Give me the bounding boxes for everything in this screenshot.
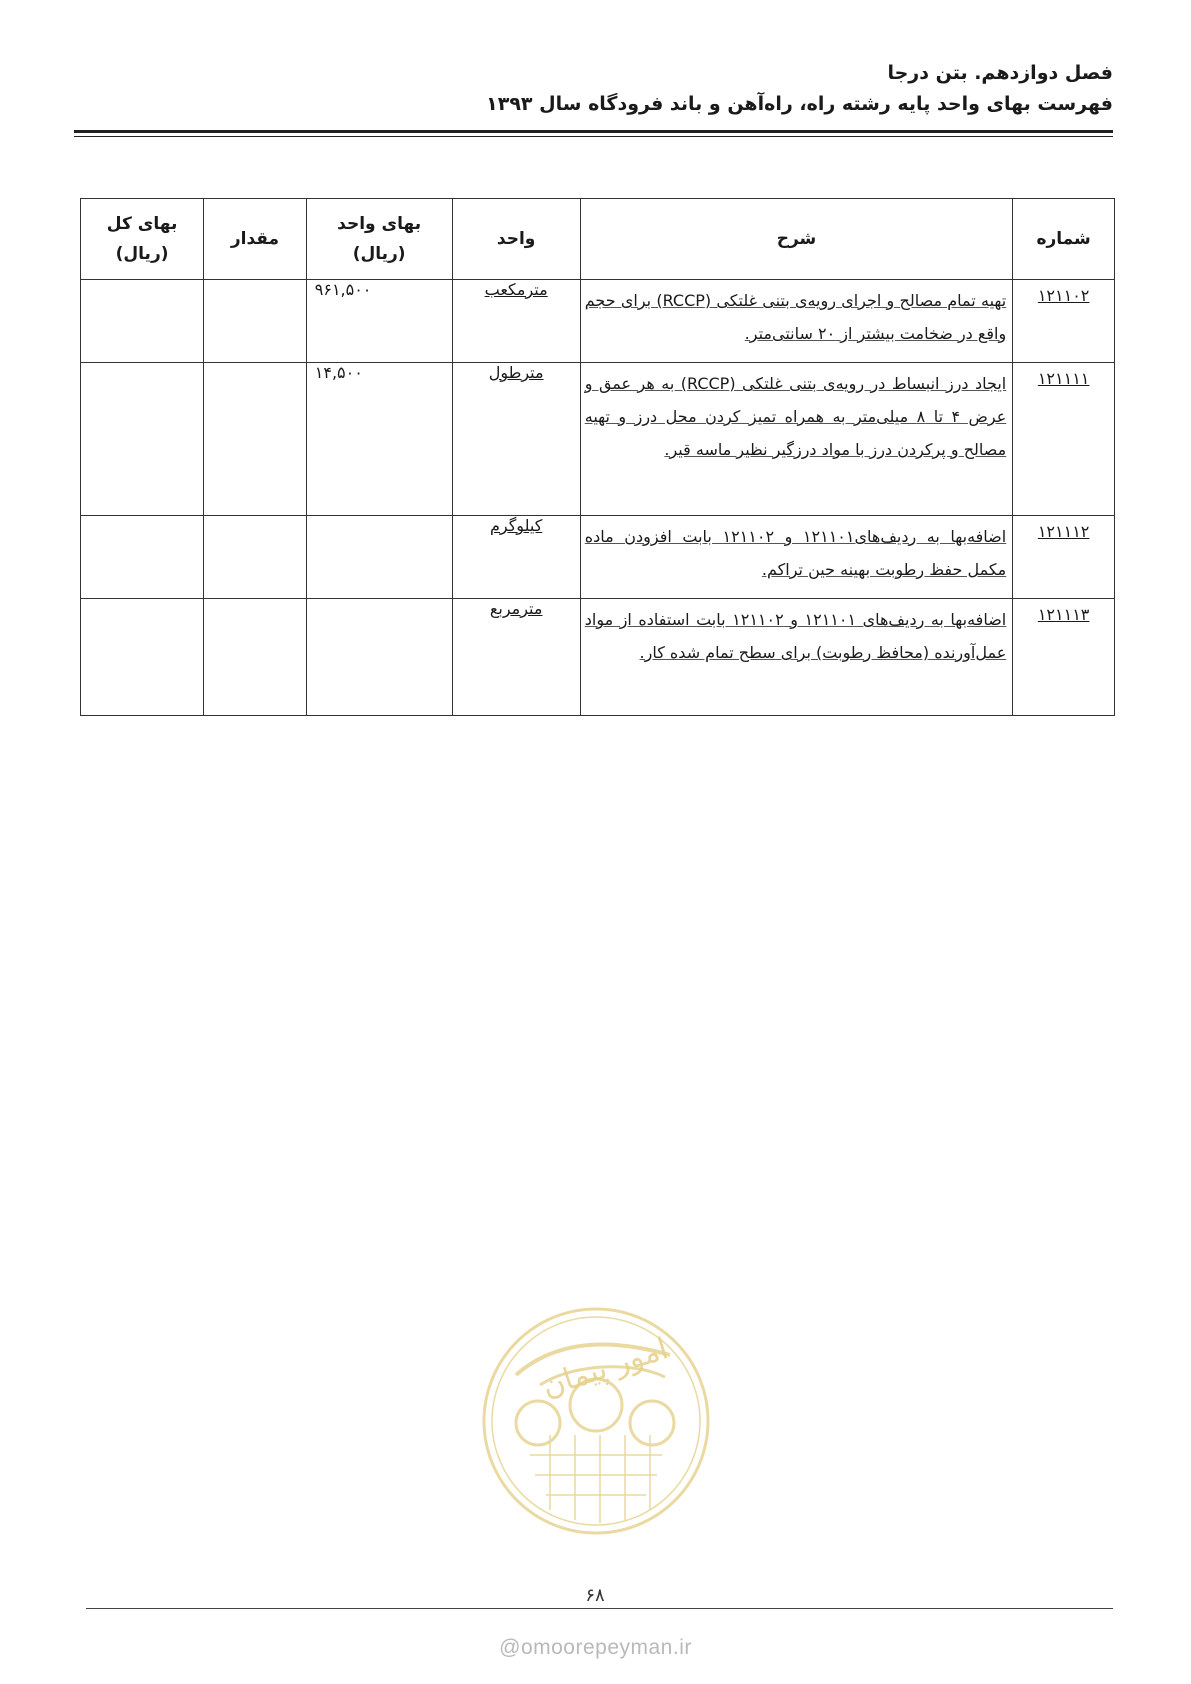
header-quantity: مقدار bbox=[204, 199, 307, 280]
row-description-cell bbox=[580, 599, 1012, 716]
header-total-price-label: بهای کل bbox=[106, 214, 178, 234]
row-description-cell bbox=[580, 516, 1012, 599]
header-rule-thin bbox=[74, 136, 1113, 137]
header-total-price-currency: (ریال) bbox=[115, 244, 169, 264]
document-subtitle: فهرست بهای واحد پایه رشته راه، راه‌آهن و باند فرودگاه سال ۱۳۹۳ bbox=[486, 93, 1113, 115]
row-total bbox=[81, 516, 204, 599]
row-description: ایجاد درز انبساط در رویه‌ی بتنی غلتکی (RCCP) به هر عمق و عرض ۴ تا ۸ میلی‌متر به همراه تمیز کردن محل درز و تهیه مصالح و پرکردن درز با مواد درزگیر نظیر ماسه قیر. bbox=[584, 374, 1007, 459]
row-unit: مترمکعب bbox=[484, 280, 548, 299]
seal-text: امور پیمان bbox=[537, 1331, 673, 1405]
page-number: ۶۸ bbox=[570, 1585, 620, 1606]
table-row bbox=[81, 363, 1115, 516]
table-row bbox=[81, 516, 1115, 599]
row-total bbox=[81, 363, 204, 516]
row-unit-price bbox=[306, 599, 452, 716]
row-number-cell bbox=[1013, 599, 1115, 716]
row-number-cell bbox=[1013, 280, 1115, 363]
row-number-cell bbox=[1013, 363, 1115, 516]
row-quantity bbox=[204, 516, 307, 599]
row-total bbox=[81, 280, 204, 363]
row-description: تهیه تمام مصالح و اجرای رویه‌ی بتنی غلتکی (RCCP) برای حجم واقع در ضخامت بیشتر از ۲۰ سانتی‌متر. bbox=[584, 291, 1007, 343]
table-row bbox=[81, 280, 1115, 363]
row-unit-cell bbox=[452, 599, 580, 716]
row-description: اضافه‌بها به ردیف‌های۱۲۱۱۰۱ و ۱۲۱۱۰۲ بابت افزودن ماده مکمل حفظ رطوبت بهینه حین تراکم. bbox=[584, 527, 1007, 579]
row-number: ۱۲۱۱۱۲ bbox=[1037, 522, 1090, 541]
site-watermark: @omoorepeyman.ir bbox=[499, 1636, 692, 1659]
row-number: ۱۲۱۱۱۳ bbox=[1037, 605, 1090, 624]
chapter-title: فصل دوازدهم. بتن درجا bbox=[887, 62, 1113, 84]
row-unit: کیلوگرم bbox=[489, 516, 543, 535]
row-description: اضافه‌بها به ردیف‌های ۱۲۱۱۰۱ و ۱۲۱۱۰۲ بابت استفاده از مواد عمل‌آورنده (محافظ رطوبت) برای سطح تمام شده کار. bbox=[584, 610, 1007, 662]
omoorepeyman-seal-logo bbox=[480, 1305, 712, 1537]
row-unit-price: ۱۴,۵۰۰ bbox=[306, 363, 452, 516]
row-description-cell bbox=[580, 363, 1012, 516]
row-description-cell bbox=[580, 280, 1012, 363]
row-number: ۱۲۱۱۱۱ bbox=[1037, 369, 1090, 388]
row-unit-cell bbox=[452, 363, 580, 516]
header-number: شماره bbox=[1013, 199, 1115, 280]
header-rule-thick bbox=[74, 130, 1113, 133]
row-unit: مترطول bbox=[488, 363, 544, 382]
footer-rule bbox=[86, 1608, 1113, 1609]
row-number-cell bbox=[1013, 516, 1115, 599]
table-header-row bbox=[81, 199, 1115, 280]
row-unit: مترمربع bbox=[489, 599, 543, 618]
row-number: ۱۲۱۱۰۲ bbox=[1037, 286, 1090, 305]
row-quantity bbox=[204, 599, 307, 716]
header-unit: واحد bbox=[452, 199, 580, 280]
page-header bbox=[486, 58, 1113, 120]
row-unit-cell bbox=[452, 280, 580, 363]
header-total-price bbox=[81, 199, 204, 280]
table-row bbox=[81, 599, 1115, 716]
row-quantity bbox=[204, 280, 307, 363]
row-quantity bbox=[204, 363, 307, 516]
row-unit-cell bbox=[452, 516, 580, 599]
header-unit-price bbox=[306, 199, 452, 280]
row-unit-price bbox=[306, 516, 452, 599]
row-unit-price: ۹۶۱,۵۰۰ bbox=[306, 280, 452, 363]
price-list-table bbox=[80, 198, 1115, 716]
header-description: شرح bbox=[580, 199, 1012, 280]
header-unit-price-currency: (ریال) bbox=[352, 244, 406, 264]
row-total bbox=[81, 599, 204, 716]
header-unit-price-label: بهای واحد bbox=[337, 214, 422, 234]
